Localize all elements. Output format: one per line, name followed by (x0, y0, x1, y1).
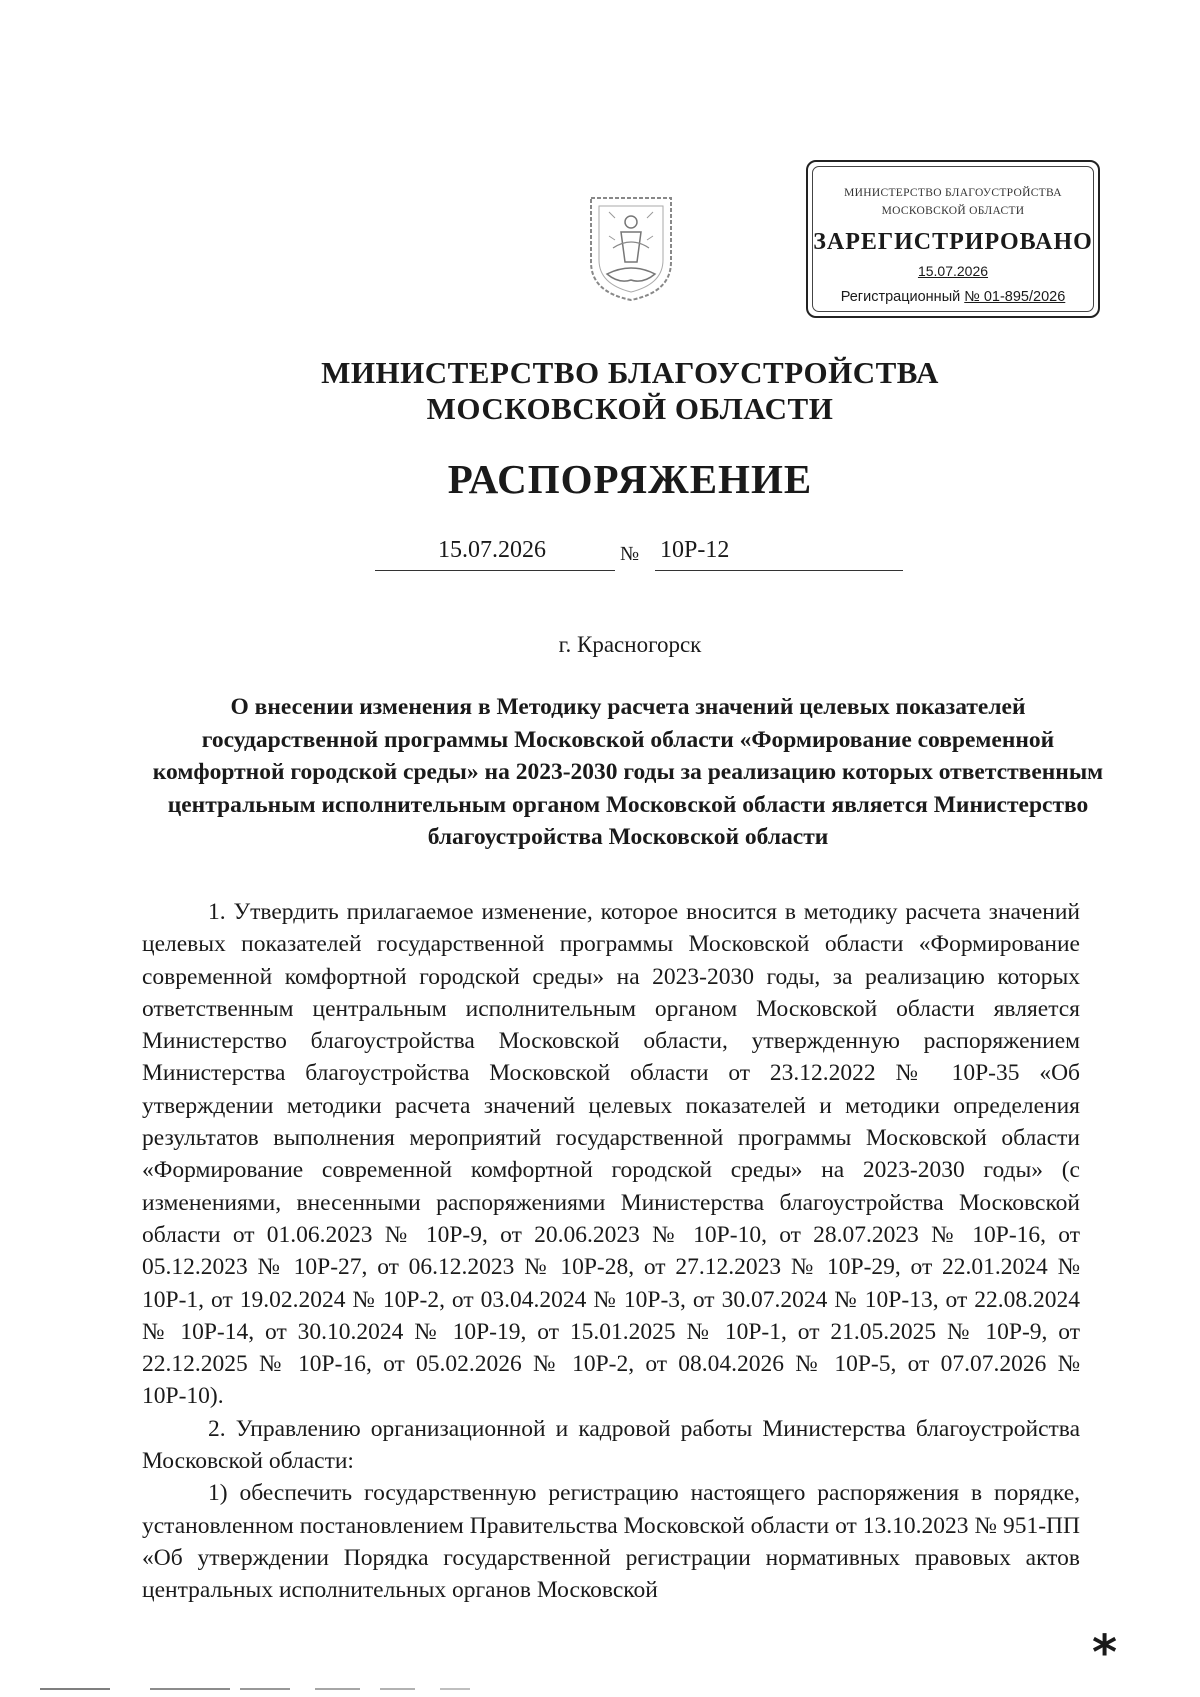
stamp-reg-number: № 01-895/2026 (964, 289, 1066, 305)
ministry-line2: МОСКОВСКОЙ ОБЛАСТИ (426, 391, 834, 426)
paragraph-2-1: 1) обеспечить государственную регистрацию настоящего распоряжения в порядке, установленном постановлением Правительства Московской области от 13.10.2023 № 951-ПП «Об утверждении Порядка государственной регистрации нормативных правовых актов центральных исполнительных органов Московской (142, 1480, 1080, 1604)
date-underline (375, 570, 615, 571)
coat-of-arms-emblem (585, 192, 677, 304)
stamp-org-line2: МОСКОВСКОЙ ОБЛАСТИ (881, 205, 1025, 217)
stamp-reg-label: Регистрационный (840, 289, 965, 305)
footer-scan-dashes (40, 1688, 540, 1690)
city-line: г. Красногорск (558, 632, 702, 657)
document-type: РАСПОРЯЖЕНИЕ (447, 456, 813, 502)
registration-stamp (806, 160, 1100, 318)
stamp-inner-border (812, 166, 1094, 312)
stamp-date: 15.07.2026 (917, 263, 989, 279)
number-underline (655, 570, 903, 571)
document-title: О внесении изменения в Методику расчета значений целевых показателей государственной программы Московской области «Формирование современной комфортной городской среды» на 2023-2030 годы за реализацию которых ответственным центральным исполнительным органом Московской области является Министерство благоустройства Московской области (152, 694, 1104, 850)
corner-mark: * (1092, 1625, 1118, 1681)
document-number: 10Р-12 (660, 537, 730, 563)
number-sign: № (620, 543, 640, 565)
paragraph-2: 2. Управлению организационной и кадровой работы Министерства благоустройства Московской области: (142, 1415, 1080, 1475)
ministry-name (0, 355, 1200, 427)
paragraph-1: 1. Утвердить прилагаемое изменение, которое вносится в методику расчета значений целевых показателей государственной программы Московской области «Формирование современной комфортной городской среды» на 2023-2030 годы, за реализацию которых ответственным центральным исполнительным органом Московской области является Министерство благоустройства Московской области, утвержденную распоряжением Министерства благоустройства Московской области от 23.12.2022 № 10Р-35 «Об утверждении методики расчета значений целевых показателей и методики определения результатов выполнения мероприятий государственной программы Московской области «Формирование современной комфортной городской среды» на 2023-2030 годы» (с изменениями, внесенными распоряжениями Министерства благоустройства Московской области от 01.06.2023 № 10Р-9, от 20.06.2023 № 10Р-10, от 28.07.2023 № 10Р-16, от 05.12.2023 № 10Р-27, от 06.12.2023 № 10Р-28, от 27.12.2023 № 10Р-29, от 22.01.2024 № 10Р-1, от 19.02.2024 № 10Р-2, от 03.04.2024 № 10Р-3, от 30.07.2024 № 10Р-13, от 22.08.2024 № 10Р-14, от 30.10.2024 № 10Р-19, от 15.01.2025 № 10Р-1, от 21.05.2025 № 10Р-9, от 22.12.2025 № 10Р-16, от 05.02.2026 № 10Р-2, от 08.04.2026 № 10Р-5, от 07.07.2026 № 10Р-10). (142, 899, 1080, 1410)
stamp-status: ЗАРЕГИСТРИРОВАНО (813, 229, 1093, 255)
document-body (142, 896, 1080, 1607)
document-date: 15.07.2026 (438, 537, 546, 563)
stamp-org-line1: МИНИСТЕРСТВО БЛАГОУСТРОЙСТВА (844, 187, 1062, 199)
ministry-line1: МИНИСТЕРСТВО БЛАГОУСТРОЙСТВА (321, 355, 939, 390)
